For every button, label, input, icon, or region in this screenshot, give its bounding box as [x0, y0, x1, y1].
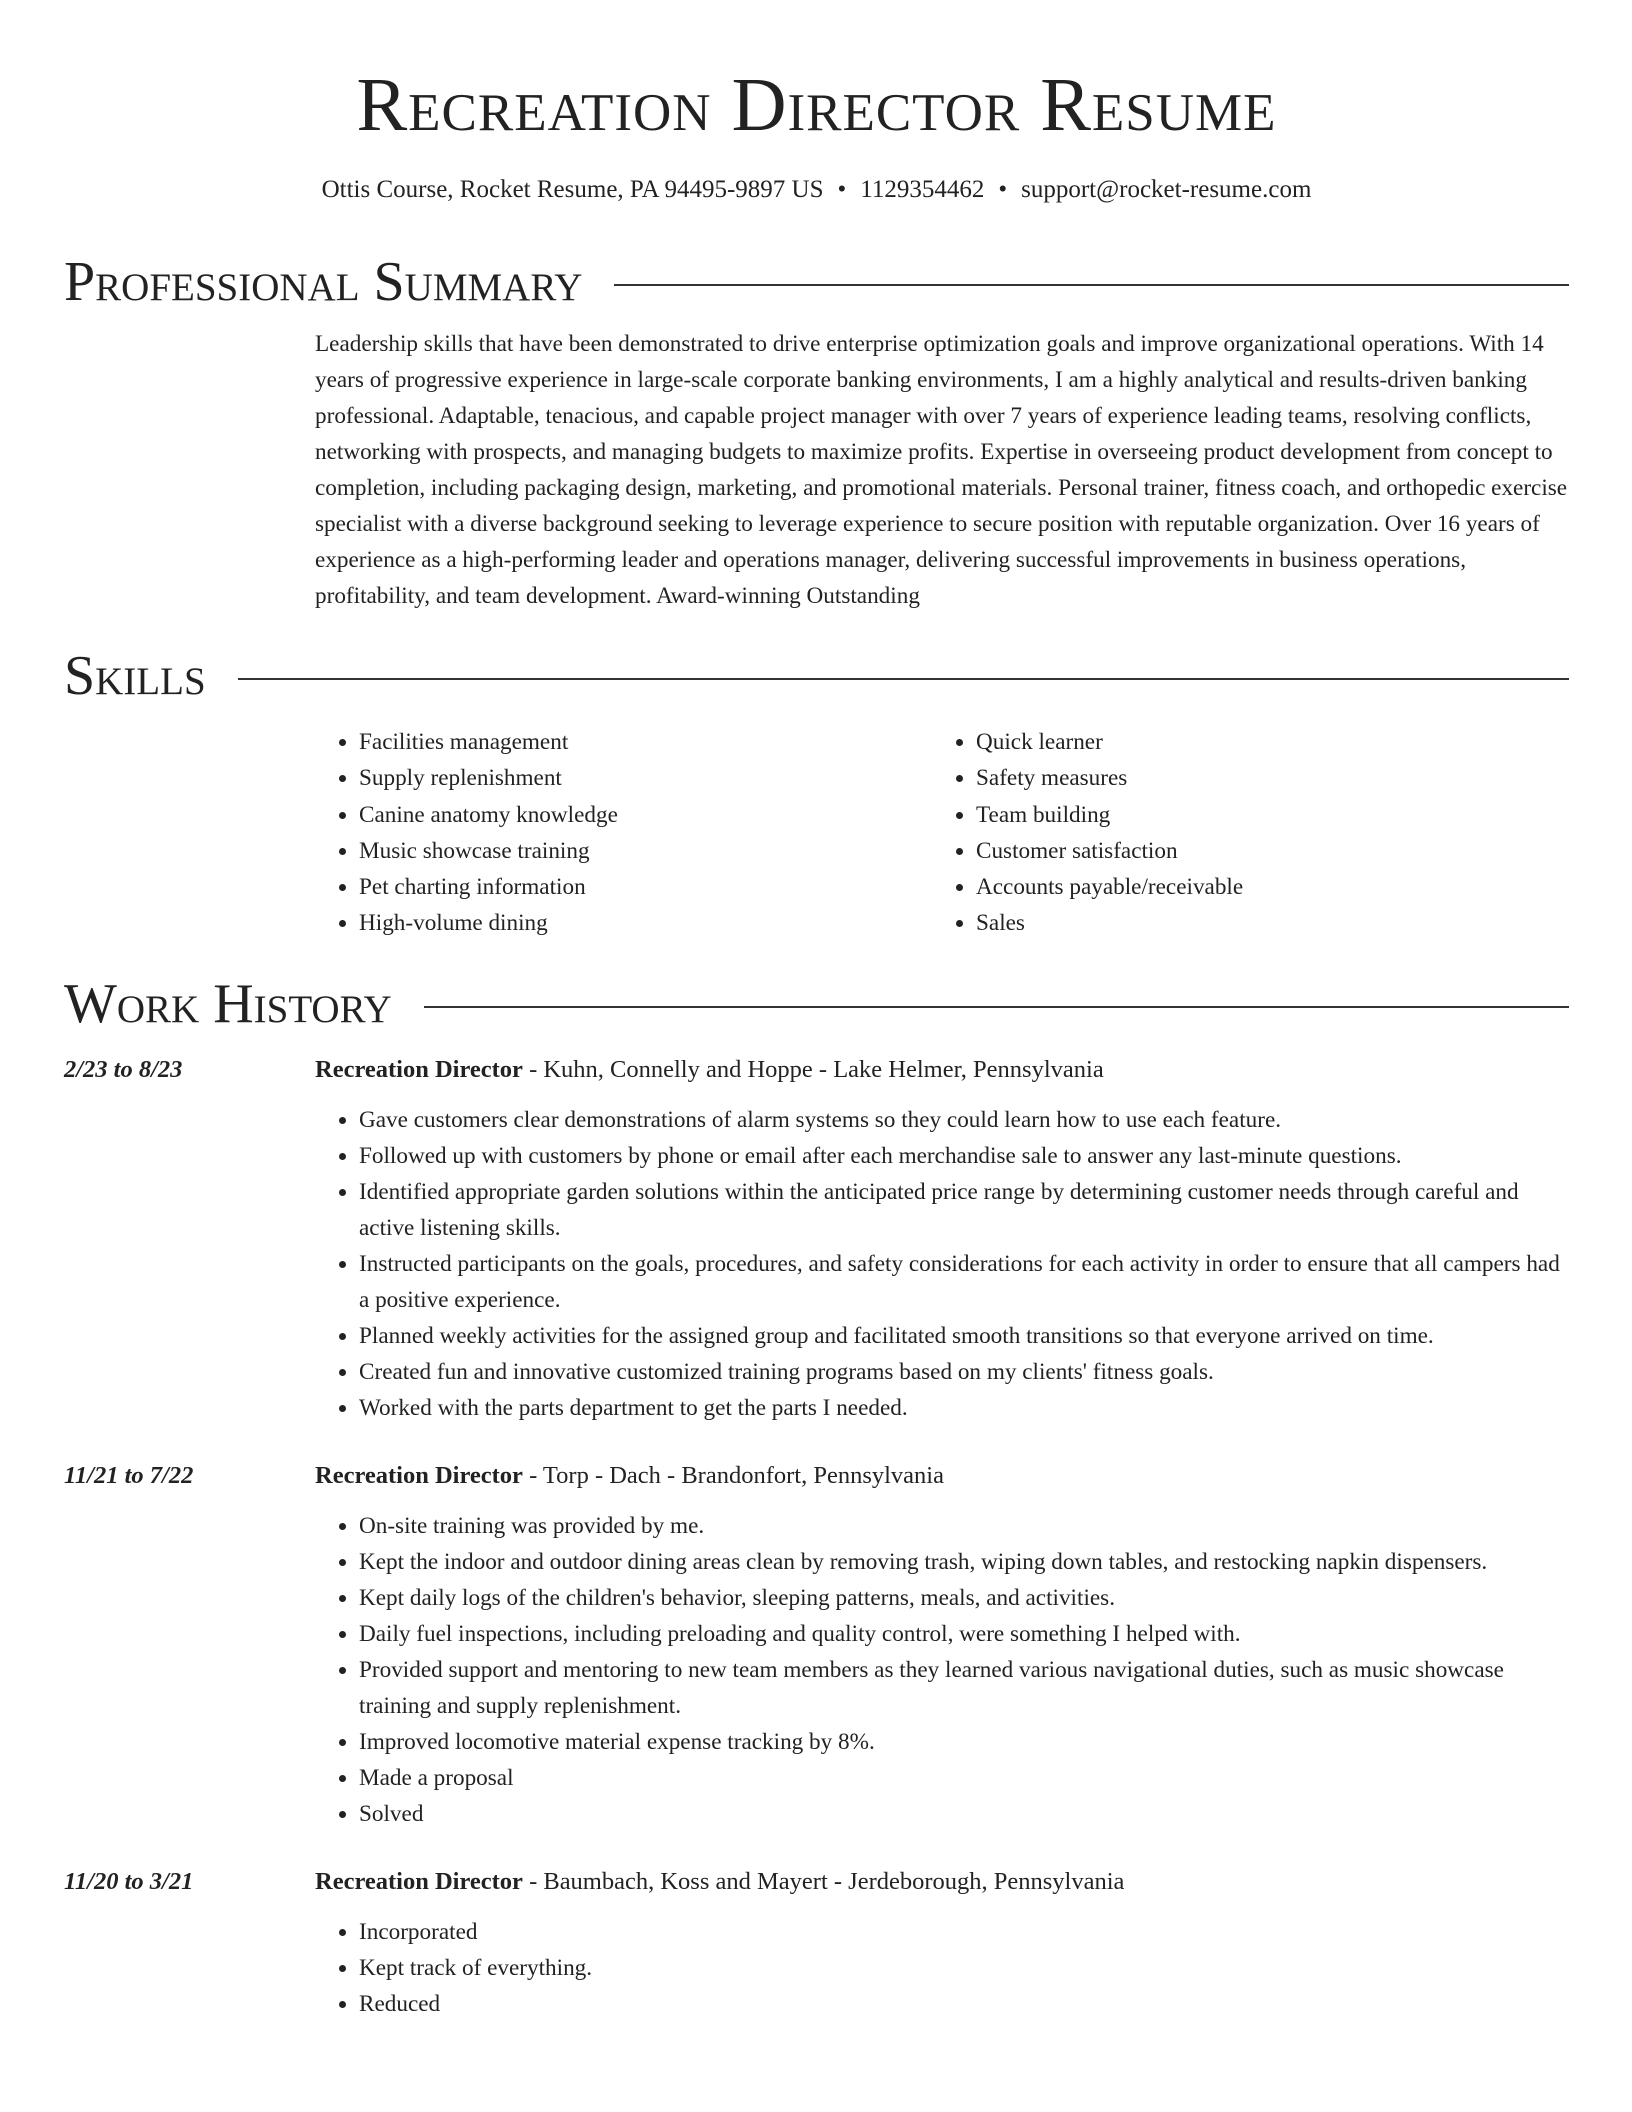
job-entry — [64, 1458, 1569, 1832]
job-bullets — [315, 1914, 1569, 2022]
skill-item: • Canine anatomy knowledge — [359, 797, 932, 833]
job-bullet: • On-site training was provided by me. — [359, 1508, 1569, 1544]
job-position — [315, 1864, 1124, 1900]
summary-text: Leadership skills that have been demonstrated to drive enterprise optimization goals and improve organizational operations. With 14 years of progressive experience in large-scale corporate banking environments, I am a highly analytical and results-driven banking professional. Adaptable, tenacious, and capable project manager with over 7 years of experience leading teams, resolving conflicts, networking with prospects, and managing budgets to maximize profits. Expertise in overseeing product development from concept to completion, including packaging design, marketing, and promotional materials. Personal trainer, fitness coach, and orthopedic exercise specialist with a diverse background seeking to leverage experience to secure position with reputable organization. Over 16 years of experience as a high-performing leader and operations manager, delivering successful improvements in business operations, profitability, and team development. Award-winning Outstanding — [315, 331, 1568, 609]
job-entry — [64, 1864, 1569, 2022]
job-dates: 2/23 to 8/23 — [64, 1055, 183, 1083]
job-bullets — [315, 1102, 1569, 1426]
skill-item: • Accounts payable/receivable — [976, 869, 1549, 905]
job-bullets — [315, 1508, 1569, 1832]
contact-phone: 1129354462 — [860, 176, 985, 203]
job-bullet: • Made a proposal — [359, 1760, 1569, 1796]
contact-separator: • — [998, 176, 1008, 203]
contact-email: support@rocket-resume.com — [1021, 176, 1312, 203]
job-bullet: • Planned weekly activities for the assigned group and facilitated smooth transitions so that everyone arrived on time. — [359, 1318, 1569, 1354]
job-header — [64, 1052, 1569, 1088]
job-title: Recreation Director — [315, 1461, 523, 1489]
skills-list-right — [932, 724, 1549, 942]
contact-line — [64, 174, 1569, 206]
section-divider — [424, 1006, 1569, 1008]
job-bullet: • Created fun and innovative customized training programs based on my clients' fitness goals. — [359, 1354, 1569, 1390]
job-bullet: • Reduced — [359, 1986, 1569, 2022]
section-divider — [238, 678, 1569, 680]
summary-heading: Professional Summary — [64, 251, 583, 313]
skill-item: • Facilities management — [359, 724, 932, 760]
job-header — [64, 1864, 1569, 1900]
skills-columns — [315, 724, 1569, 942]
skills-section-header — [64, 644, 1569, 708]
job-bullet: • Daily fuel inspections, including preloading and quality control, were something I helped with. — [359, 1616, 1569, 1652]
skills-list-left — [315, 724, 932, 942]
job-bullet: • Incorporated — [359, 1914, 1569, 1950]
job-title: Recreation Director — [315, 1867, 523, 1895]
job-entry — [64, 1052, 1569, 1426]
job-bullet: • Worked with the parts department to get the parts I needed. — [359, 1390, 1569, 1426]
work-section-header — [64, 972, 1569, 1036]
resume-title: Recreation Director Resume — [356, 63, 1277, 147]
job-position — [315, 1052, 1104, 1088]
work-heading: Work History — [64, 972, 392, 1035]
skill-item: • Sales — [976, 905, 1549, 941]
job-dates: 11/20 to 3/21 — [64, 1867, 194, 1895]
job-bullet: • Provided support and mentoring to new team members as they learned various navigational duties, such as music showcase training and supply replenishment. — [359, 1652, 1569, 1724]
job-bullet: • Kept daily logs of the children's behavior, sleeping patterns, meals, and activities. — [359, 1580, 1569, 1616]
job-company: - Torp - Dach - Brandonfort, Pennsylvania — [522, 1461, 944, 1489]
skill-item: • Pet charting information — [359, 869, 932, 905]
summary-section-header — [64, 250, 1569, 314]
job-bullet: • Instructed participants on the goals, procedures, and safety considerations for each activity in order to ensure that all campers had a positive experience. — [359, 1246, 1569, 1318]
job-bullet: • Improved locomotive material expense tracking by 8%. — [359, 1724, 1569, 1760]
job-bullet: • Followed up with customers by phone or email after each merchandise sale to answer any last-minute questions. — [359, 1138, 1569, 1174]
skill-item: • Quick learner — [976, 724, 1549, 760]
skill-item: • Music showcase training — [359, 833, 932, 869]
job-header — [64, 1458, 1569, 1494]
job-bullet: • Identified appropriate garden solutions within the anticipated price range by determining customer needs through careful and active listening skills. — [359, 1174, 1569, 1246]
contact-address: Ottis Course, Rocket Resume, PA 94495-9897 US — [321, 176, 824, 203]
job-title: Recreation Director — [315, 1055, 523, 1083]
section-divider — [614, 284, 1569, 286]
job-bullet: • Solved — [359, 1796, 1569, 1832]
skill-item: • Safety measures — [976, 760, 1549, 796]
contact-separator: • — [837, 176, 847, 203]
job-bullet: • Kept track of everything. — [359, 1950, 1569, 1986]
skill-item: • High-volume dining — [359, 905, 932, 941]
job-bullet: • Kept the indoor and outdoor dining areas clean by removing trash, wiping down tables, and restocking napkin dispensers. — [359, 1544, 1569, 1580]
job-bullet: • Gave customers clear demonstrations of alarm systems so they could learn how to use each feature. — [359, 1102, 1569, 1138]
job-position — [315, 1458, 944, 1494]
job-company: - Kuhn, Connelly and Hoppe - Lake Helmer, Pennsylvania — [522, 1055, 1104, 1083]
job-dates: 11/21 to 7/22 — [64, 1461, 194, 1489]
skill-item: • Team building — [976, 797, 1549, 833]
skill-item: • Customer satisfaction — [976, 833, 1549, 869]
skills-heading: Skills — [64, 645, 206, 707]
job-company: - Baumbach, Koss and Mayert - Jerdeborough, Pennsylvania — [522, 1867, 1125, 1895]
skill-item: • Supply replenishment — [359, 760, 932, 796]
